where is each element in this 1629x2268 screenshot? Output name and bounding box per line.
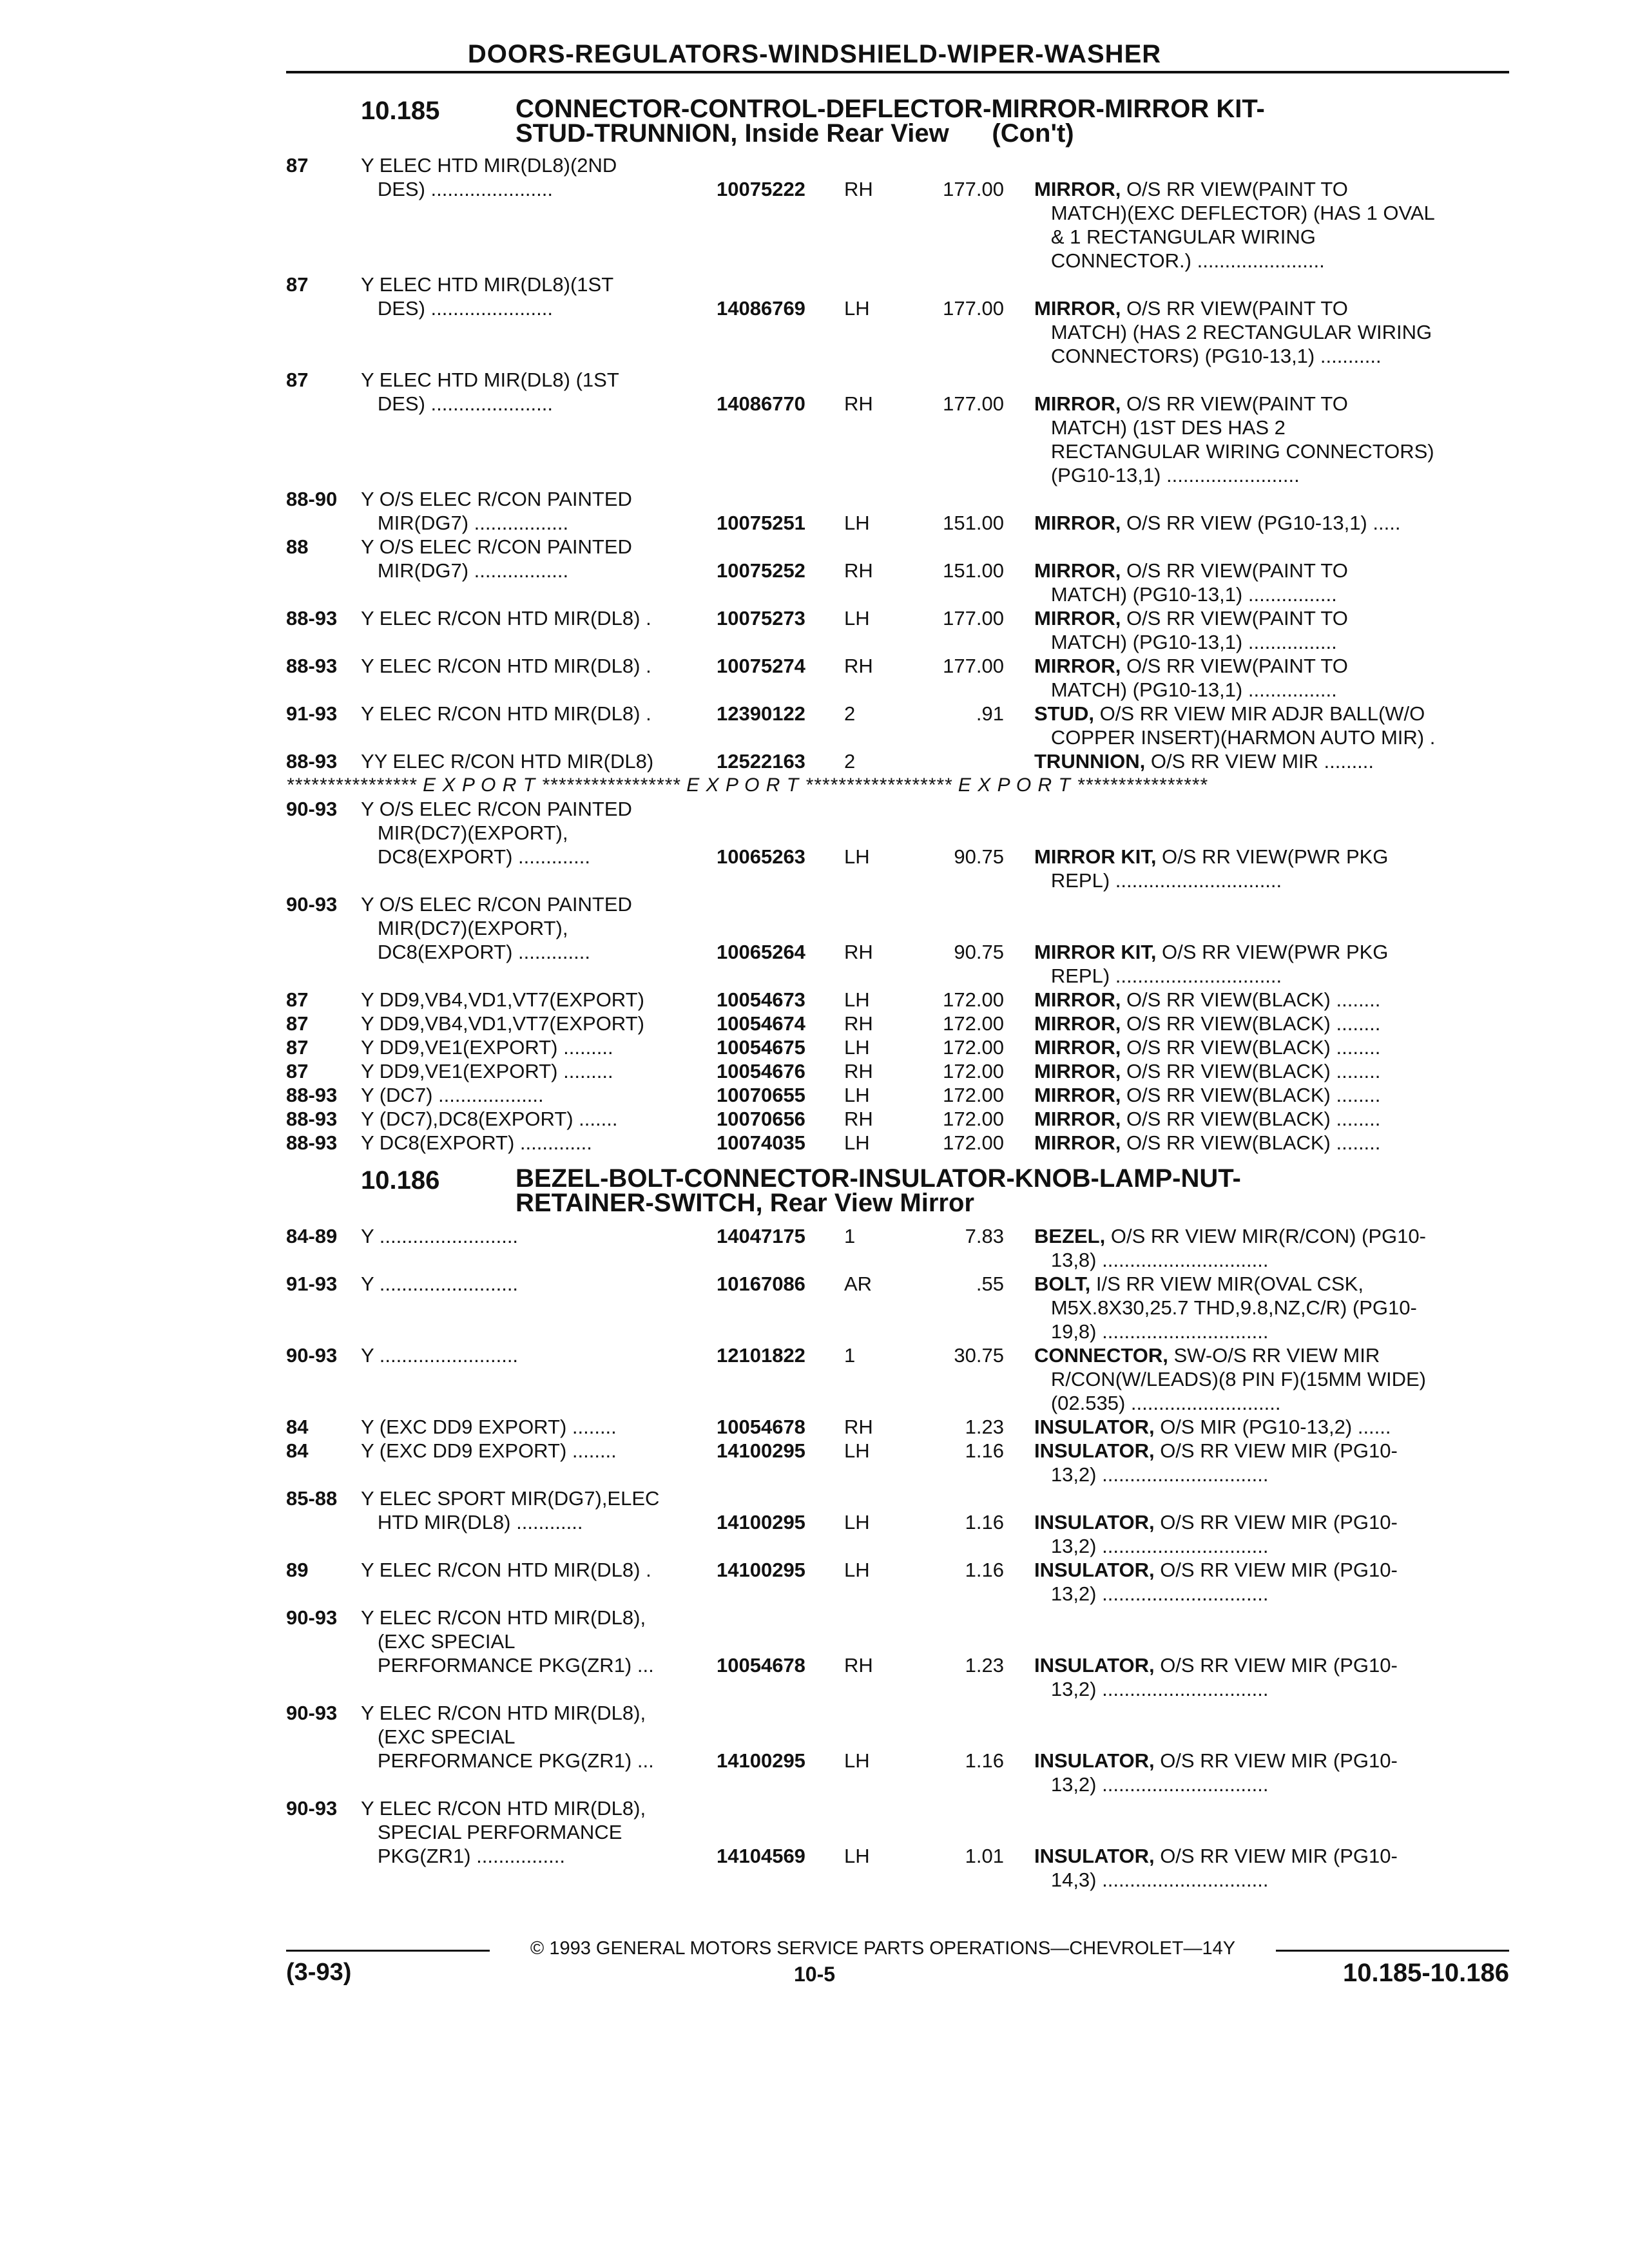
application-desc: Y ELEC HTD MIR(DL8)(1ST DES) ......................	[361, 273, 614, 320]
part-detail: O/S MIR (PG10-13,2) ......	[1154, 1416, 1391, 1438]
quantity: RH	[844, 178, 873, 200]
part-description	[1034, 392, 1498, 487]
part-description	[1034, 1749, 1498, 1796]
year-range: 87	[286, 1012, 309, 1035]
application-desc: Y ELEC R/CON HTD MIR(DL8), (EXC SPECIAL PERFORMANCE PKG(ZR1) ...	[361, 1606, 654, 1677]
part-description	[1034, 1415, 1498, 1439]
quantity: RH	[844, 1416, 873, 1438]
part-name: MIRROR,	[1034, 512, 1121, 534]
part-description	[1034, 511, 1498, 535]
part-name: TRUNNION,	[1034, 750, 1146, 773]
part-number: 12522163	[717, 750, 805, 773]
part-number: 10075273	[717, 607, 805, 629]
year-range: 88-93	[286, 655, 338, 677]
part-name: INSULATOR,	[1034, 1439, 1155, 1462]
part-name: MIRROR,	[1034, 1084, 1121, 1106]
part-detail: O/S RR VIEW MIR .........	[1145, 750, 1374, 773]
price: 1.01	[965, 1845, 1004, 1867]
part-description	[1034, 702, 1498, 749]
price: 177.00	[943, 655, 1004, 677]
part-detail: O/S RR VIEW(PAINT TO MATCH)(EXC DEFLECTOR) (HAS 1 OVAL & 1 RECTANGULAR WIRING CONNECTOR.) .......................	[1050, 178, 1435, 272]
year-range: 88-93	[286, 750, 338, 773]
part-detail: O/S RR VIEW(BLACK) ........	[1121, 1060, 1381, 1082]
quantity: RH	[844, 1108, 873, 1130]
part-number: 10054674	[717, 1012, 805, 1035]
year-range: 87	[286, 1036, 309, 1059]
application-desc: Y ELEC R/CON HTD MIR(DL8) .	[361, 607, 651, 629]
price: 151.00	[943, 559, 1004, 582]
price: 1.16	[965, 1439, 1004, 1462]
section-title: CONNECTOR-CONTROL-DEFLECTOR-MIRROR-MIRROR KIT- STUD-TRUNNION, Inside Rear View (Con't)	[516, 95, 1265, 148]
year-range: 90-93	[286, 1797, 338, 1820]
part-detail: O/S RR VIEW MIR (PG10- 13,2) ..............................	[1050, 1439, 1398, 1486]
price: 177.00	[943, 392, 1004, 415]
price: .91	[976, 702, 1004, 725]
part-number: 10054678	[717, 1416, 805, 1438]
part-detail: O/S RR VIEW MIR (PG10- 13,2) ..............................	[1050, 1749, 1398, 1796]
application-desc: Y DD9,VB4,VD1,VT7(EXPORT)	[361, 988, 644, 1011]
part-detail: O/S RR VIEW(BLACK) ........	[1121, 1131, 1381, 1154]
application-desc: Y .........................	[361, 1225, 519, 1247]
quantity: RH	[844, 1012, 873, 1035]
part-name: MIRROR KIT,	[1034, 845, 1157, 868]
application-desc: Y O/S ELEC R/CON PAINTED MIR(DC7)(EXPORT), DC8(EXPORT) .............	[361, 798, 632, 868]
application-desc: Y (EXC DD9 EXPORT) ........	[361, 1439, 617, 1462]
year-range: 91-93	[286, 702, 338, 725]
application-desc: Y ELEC R/CON HTD MIR(DL8) .	[361, 655, 651, 677]
year-range: 88-93	[286, 1084, 338, 1106]
part-number: 10054678	[717, 1654, 805, 1677]
application-desc: Y DD9,VB4,VD1,VT7(EXPORT)	[361, 1012, 644, 1035]
quantity: LH	[844, 1511, 870, 1533]
quantity: LH	[844, 845, 870, 868]
part-number: 10075222	[717, 178, 805, 200]
part-detail: SW-O/S RR VIEW MIR R/CON(W/LEADS)(8 PIN F)(15MM WIDE) (02.535) ...........................	[1050, 1344, 1426, 1414]
part-number: 10065263	[717, 845, 805, 868]
part-name: INSULATOR,	[1034, 1654, 1155, 1677]
price: 30.75	[954, 1344, 1004, 1367]
year-range: 85-88	[286, 1487, 338, 1510]
part-name: MIRROR,	[1034, 1131, 1121, 1154]
quantity: LH	[844, 988, 870, 1011]
quantity: RH	[844, 392, 873, 415]
year-range: 87	[286, 273, 309, 296]
year-range: 88-93	[286, 607, 338, 629]
footer-rule-left	[286, 1950, 490, 1952]
part-name: MIRROR,	[1034, 988, 1121, 1011]
footer-copyright: © 1993 GENERAL MOTORS SERVICE PARTS OPERATIONS—CHEVROLET—14Y	[530, 1938, 1236, 1959]
part-description	[1034, 1083, 1498, 1107]
footer-section-range: 10.185-10.186	[1342, 1959, 1509, 1987]
part-name: MIRROR,	[1034, 1060, 1121, 1082]
quantity: 1	[844, 1344, 856, 1367]
part-number: 10070655	[717, 1084, 805, 1106]
year-range: 88-90	[286, 488, 338, 510]
footer-rule-right	[1276, 1950, 1509, 1952]
part-description	[1034, 1510, 1498, 1558]
footer-page-number: 10-5	[793, 1963, 836, 1986]
quantity: LH	[844, 1084, 870, 1106]
year-range: 90-93	[286, 893, 338, 916]
price: 90.75	[954, 941, 1004, 963]
part-name: MIRROR,	[1034, 1108, 1121, 1130]
quantity: LH	[844, 1036, 870, 1059]
year-range: 91-93	[286, 1273, 338, 1295]
section-title: BEZEL-BOLT-CONNECTOR-INSULATOR-KNOB-LAMP-NUT- RETAINER-SWITCH, Rear View Mirror	[516, 1164, 1241, 1217]
quantity: RH	[844, 1654, 873, 1677]
price: 1.23	[965, 1416, 1004, 1438]
part-name: INSULATOR,	[1034, 1749, 1155, 1772]
part-number: 14086769	[717, 297, 805, 320]
part-number: 14104569	[717, 1845, 805, 1867]
application-desc: Y (DC7),DC8(EXPORT) .......	[361, 1108, 618, 1130]
quantity: LH	[844, 297, 870, 320]
year-range: 87	[286, 1060, 309, 1082]
quantity: AR	[844, 1273, 872, 1295]
price: 177.00	[943, 297, 1004, 320]
application-desc: Y .........................	[361, 1273, 519, 1295]
part-detail: O/S RR VIEW (PG10-13,1) .....	[1121, 512, 1401, 534]
quantity: LH	[844, 607, 870, 629]
quantity: LH	[844, 1559, 870, 1581]
part-number: 10075251	[717, 512, 805, 534]
year-range: 87	[286, 988, 309, 1011]
application-desc: Y ELEC R/CON HTD MIR(DL8), (EXC SPECIAL PERFORMANCE PKG(ZR1) ...	[361, 1702, 654, 1772]
quantity: RH	[844, 941, 873, 963]
part-name: MIRROR,	[1034, 607, 1121, 629]
year-range: 87	[286, 369, 309, 391]
part-number: 14100295	[717, 1749, 805, 1772]
part-description	[1034, 1653, 1498, 1701]
quantity: 1	[844, 1225, 856, 1247]
year-range: 84	[286, 1439, 309, 1462]
part-name: INSULATOR,	[1034, 1511, 1155, 1533]
part-name: MIRROR,	[1034, 655, 1121, 677]
year-range: 87	[286, 154, 309, 177]
application-desc: Y ELEC R/CON HTD MIR(DL8) .	[361, 1559, 651, 1581]
price: 7.83	[965, 1225, 1004, 1247]
price: 177.00	[943, 178, 1004, 200]
part-description	[1034, 559, 1498, 606]
quantity: RH	[844, 1060, 873, 1082]
application-desc: Y .........................	[361, 1344, 519, 1367]
price: 1.16	[965, 1511, 1004, 1533]
year-range: 90-93	[286, 798, 338, 820]
part-detail: O/S RR VIEW MIR (PG10- 14,3) ..............................	[1050, 1845, 1398, 1891]
price: 151.00	[943, 512, 1004, 534]
part-name: MIRROR,	[1034, 392, 1121, 415]
part-detail: O/S RR VIEW(BLACK) ........	[1121, 1012, 1381, 1035]
part-description	[1034, 1844, 1498, 1892]
part-description	[1034, 606, 1498, 654]
quantity: LH	[844, 512, 870, 534]
part-detail: O/S RR VIEW(PAINT TO MATCH) (PG10-13,1) ................	[1050, 655, 1348, 701]
year-range: 90-93	[286, 1344, 338, 1367]
year-range: 88	[286, 535, 309, 558]
part-detail: O/S RR VIEW(BLACK) ........	[1121, 1036, 1381, 1059]
price: 172.00	[943, 988, 1004, 1011]
part-description	[1034, 988, 1498, 1012]
quantity: LH	[844, 1131, 870, 1154]
part-number: 10167086	[717, 1273, 805, 1295]
part-number: 10070656	[717, 1108, 805, 1130]
part-description	[1034, 1439, 1498, 1486]
quantity: 2	[844, 750, 856, 773]
part-detail: O/S RR VIEW(BLACK) ........	[1121, 1084, 1381, 1106]
part-description	[1034, 1224, 1498, 1272]
quantity: LH	[844, 1845, 870, 1867]
application-desc: Y DD9,VE1(EXPORT) .........	[361, 1036, 613, 1059]
part-detail: O/S RR VIEW MIR(R/CON) (PG10- 13,8) ..............................	[1050, 1225, 1426, 1271]
part-name: MIRROR KIT,	[1034, 941, 1157, 963]
part-number: 12390122	[717, 702, 805, 725]
part-detail: O/S RR VIEW(PWR PKG REPL) ..............................	[1050, 845, 1389, 892]
quantity: RH	[844, 655, 873, 677]
part-number: 14100295	[717, 1511, 805, 1533]
part-description	[1034, 1035, 1498, 1059]
price: 172.00	[943, 1108, 1004, 1130]
quantity: 2	[844, 702, 856, 725]
year-range: 84	[286, 1416, 309, 1438]
application-desc: Y O/S ELEC R/CON PAINTED MIR(DG7) .................	[361, 488, 632, 534]
application-desc: Y (EXC DD9 EXPORT) ........	[361, 1416, 617, 1438]
part-description	[1034, 1558, 1498, 1606]
part-number: 14100295	[717, 1559, 805, 1581]
year-range: 89	[286, 1559, 309, 1581]
part-number: 10075274	[717, 655, 805, 677]
price: 172.00	[943, 1131, 1004, 1154]
section-number: 10.186	[361, 1166, 440, 1195]
year-range: 88-93	[286, 1131, 338, 1154]
part-name: INSULATOR,	[1034, 1416, 1155, 1438]
part-description	[1034, 1272, 1498, 1343]
part-detail: O/S RR VIEW(BLACK) ........	[1121, 988, 1381, 1011]
application-desc: Y DD9,VE1(EXPORT) .........	[361, 1060, 613, 1082]
price: 1.23	[965, 1654, 1004, 1677]
part-number: 12101822	[717, 1344, 805, 1367]
part-name: MIRROR,	[1034, 559, 1121, 582]
part-name: MIRROR,	[1034, 297, 1121, 320]
part-number: 10054676	[717, 1060, 805, 1082]
part-description	[1034, 1059, 1498, 1083]
price: 1.16	[965, 1559, 1004, 1581]
price: .55	[976, 1273, 1004, 1295]
part-description	[1034, 654, 1498, 702]
application-desc: Y DC8(EXPORT) .............	[361, 1131, 592, 1154]
year-range: 90-93	[286, 1702, 338, 1724]
price: 90.75	[954, 845, 1004, 868]
part-detail: O/S RR VIEW MIR (PG10- 13,2) ..............................	[1050, 1654, 1398, 1700]
part-description	[1034, 1343, 1498, 1415]
part-name: INSULATOR,	[1034, 1559, 1155, 1581]
price: 172.00	[943, 1084, 1004, 1106]
year-range: 88-93	[286, 1108, 338, 1130]
part-name: CONNECTOR,	[1034, 1344, 1168, 1367]
part-number: 10054673	[717, 988, 805, 1011]
quantity: RH	[844, 559, 873, 582]
part-description	[1034, 1131, 1498, 1155]
year-range: 90-93	[286, 1606, 338, 1629]
part-name: BOLT,	[1034, 1273, 1091, 1295]
year-range: 84-89	[286, 1225, 338, 1247]
header-rule	[286, 71, 1509, 73]
price: 177.00	[943, 607, 1004, 629]
part-detail: O/S RR VIEW(PAINT TO MATCH) (PG10-13,1) ................	[1050, 607, 1348, 653]
price: 1.16	[965, 1749, 1004, 1772]
part-detail: O/S RR VIEW(PWR PKG REPL) ..............................	[1050, 941, 1389, 987]
page-title: DOORS-REGULATORS-WINDSHIELD-WIPER-WASHER	[467, 40, 1162, 68]
part-description	[1034, 1012, 1498, 1035]
export-banner: **************** E X P O R T ***************** E X P O R T ****************** E X P O R T ****************	[286, 774, 1208, 796]
part-description	[1034, 296, 1498, 368]
part-detail: I/S RR VIEW MIR(OVAL CSK, M5X.8X30,25.7 THD,9.8,NZ,C/R) (PG10- 19,8) ..............................	[1050, 1273, 1417, 1343]
part-detail: O/S RR VIEW(PAINT TO MATCH) (PG10-13,1) ................	[1050, 559, 1348, 606]
part-detail: O/S RR VIEW MIR (PG10- 13,2) ..............................	[1050, 1559, 1398, 1605]
application-desc: YY ELEC R/CON HTD MIR(DL8)	[361, 750, 654, 773]
part-name: INSULATOR,	[1034, 1845, 1155, 1867]
part-number: 14086770	[717, 392, 805, 415]
part-detail: O/S RR VIEW MIR (PG10- 13,2) ..............................	[1050, 1511, 1398, 1557]
application-desc: Y ELEC HTD MIR(DL8)(2ND DES) ......................	[361, 154, 617, 200]
application-desc: Y ELEC HTD MIR(DL8) (1ST DES) ......................	[361, 369, 619, 415]
application-desc: Y (DC7) ...................	[361, 1084, 544, 1106]
part-detail: O/S RR VIEW(PAINT TO MATCH) (1ST DES HAS 2 RECTANGULAR WIRING CONNECTORS) (PG10-13,1) ........................	[1050, 392, 1434, 486]
part-number: 10054675	[717, 1036, 805, 1059]
part-number: 14100295	[717, 1439, 805, 1462]
application-desc: Y ELEC R/CON HTD MIR(DL8) .	[361, 702, 651, 725]
part-description	[1034, 845, 1498, 892]
part-number: 10065264	[717, 941, 805, 963]
part-name: MIRROR,	[1034, 178, 1121, 200]
part-name: STUD,	[1034, 702, 1094, 725]
part-description	[1034, 177, 1498, 273]
application-desc: Y O/S ELEC R/CON PAINTED MIR(DC7)(EXPORT), DC8(EXPORT) .............	[361, 893, 632, 963]
application-desc: Y O/S ELEC R/CON PAINTED MIR(DG7) .................	[361, 535, 632, 582]
part-name: BEZEL,	[1034, 1225, 1106, 1247]
part-description	[1034, 940, 1498, 988]
part-number: 10075252	[717, 559, 805, 582]
part-detail: O/S RR VIEW MIR ADJR BALL(W/O COPPER INSERT)(HARMON AUTO MIR) .	[1050, 702, 1436, 749]
part-name: MIRROR,	[1034, 1036, 1121, 1059]
price: 172.00	[943, 1060, 1004, 1082]
part-description	[1034, 1107, 1498, 1131]
part-detail: O/S RR VIEW(BLACK) ........	[1121, 1108, 1381, 1130]
section-number: 10.185	[361, 97, 440, 125]
price: 172.00	[943, 1036, 1004, 1059]
part-number: 10074035	[717, 1131, 805, 1154]
application-desc: Y ELEC R/CON HTD MIR(DL8), SPECIAL PERFORMANCE PKG(ZR1) ................	[361, 1797, 646, 1867]
application-desc: Y ELEC SPORT MIR(DG7),ELEC HTD MIR(DL8) ............	[361, 1487, 660, 1533]
part-detail: O/S RR VIEW(PAINT TO MATCH) (HAS 2 RECTANGULAR WIRING CONNECTORS) (PG10-13,1) ...........	[1050, 297, 1432, 367]
price: 172.00	[943, 1012, 1004, 1035]
part-description	[1034, 749, 1498, 773]
footer-date: (3-93)	[286, 1959, 352, 1986]
quantity: LH	[844, 1749, 870, 1772]
part-name: MIRROR,	[1034, 1012, 1121, 1035]
quantity: LH	[844, 1439, 870, 1462]
part-number: 14047175	[717, 1225, 805, 1247]
